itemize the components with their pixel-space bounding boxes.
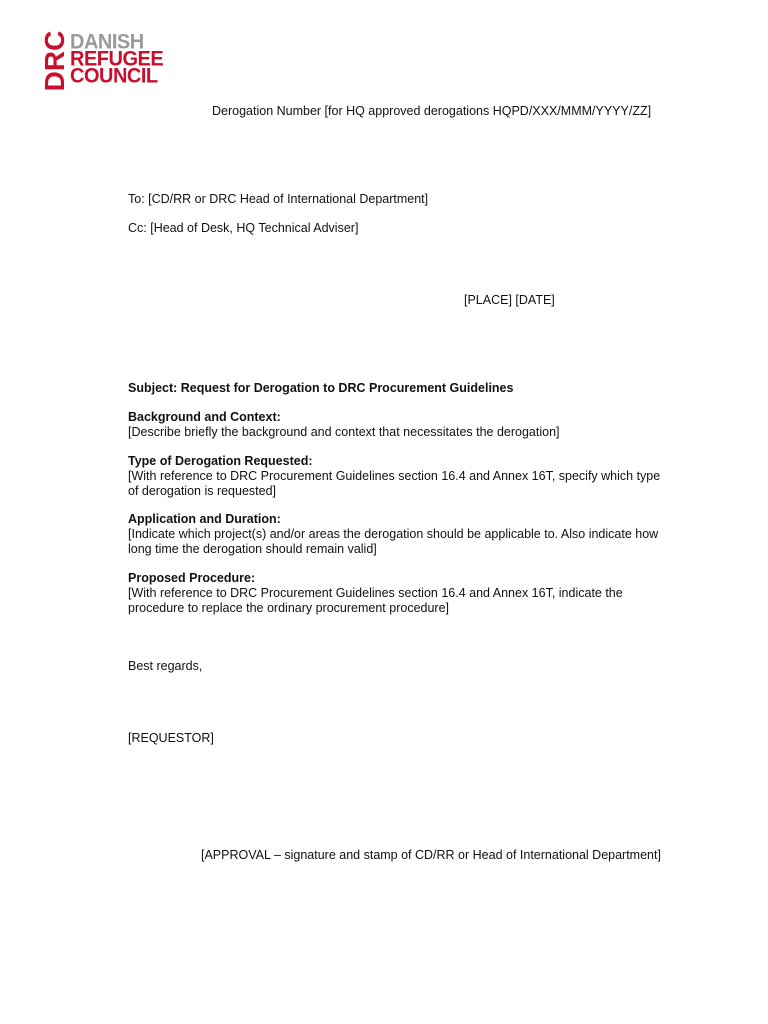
section-body: [With reference to DRC Procurement Guidelines section 16.4 and Annex 16T, indicate the procedure to replace the ordinary procurement procedure] <box>128 586 623 615</box>
logo-word-refugee: REFUGEE <box>70 47 164 71</box>
subject-line: Subject: Request for Derogation to DRC Procurement Guidelines <box>128 381 514 395</box>
drc-logo <box>39 30 164 92</box>
drc-logo-mark-text: DRC <box>39 30 70 92</box>
section-type <box>128 454 688 499</box>
cc-line: Cc: [Head of Desk, HQ Technical Adviser] <box>128 221 359 235</box>
section-heading: Application and Duration: <box>128 512 281 526</box>
derogation-number: Derogation Number [for HQ approved derogations HQPD/XXX/MMM/YYYY/ZZ] <box>212 104 652 118</box>
section-procedure <box>128 571 688 616</box>
drc-logo-wordmark <box>70 30 164 88</box>
section-heading: Background and Context: <box>128 410 281 424</box>
section-body: [With reference to DRC Procurement Guidelines section 16.4 and Annex 16T, specify which type of derogation is requested] <box>128 469 661 498</box>
section-body: [Describe briefly the background and context that necessitates the derogation] <box>128 425 560 439</box>
section-body: [Indicate which project(s) and/or areas the derogation should be applicable to. Also indicate how long time the derogation should remain valid] <box>128 527 659 556</box>
requestor: [REQUESTOR] <box>128 731 214 745</box>
approval-line: [APPROVAL – signature and stamp of CD/RR or Head of International Department] <box>201 848 661 862</box>
closing: Best regards, <box>128 659 203 673</box>
section-application <box>128 512 688 557</box>
drc-logo-mark <box>39 30 70 92</box>
to-line: To: [CD/RR or DRC Head of International Department] <box>128 192 429 206</box>
logo-word-danish: DANISH <box>70 30 144 54</box>
section-heading: Type of Derogation Requested: <box>128 454 313 468</box>
place-date: [PLACE] [DATE] <box>464 293 555 307</box>
section-background <box>128 410 688 440</box>
logo-word-council: COUNCIL <box>70 64 158 88</box>
section-heading: Proposed Procedure: <box>128 571 256 585</box>
